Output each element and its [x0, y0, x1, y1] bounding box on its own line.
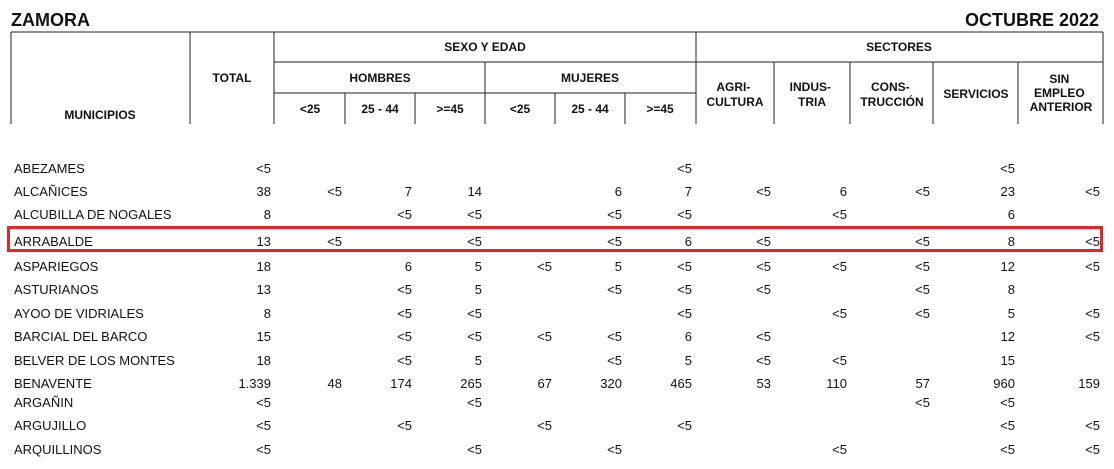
table-cell	[701, 159, 771, 179]
table-cell: <5	[832, 353, 847, 368]
table-cell: <5	[256, 442, 271, 457]
table-cell	[272, 304, 342, 324]
table-cell: <5	[1000, 442, 1015, 457]
table-cell: <5	[397, 207, 412, 222]
table-cell: 320	[600, 376, 622, 391]
table-row	[0, 374, 1114, 394]
table-cell: <5	[915, 234, 930, 249]
table-cell: 6	[1007, 207, 1015, 222]
table-cell	[412, 159, 482, 179]
table-row	[0, 393, 1114, 413]
table-cell: 110	[826, 376, 847, 391]
table-cell	[272, 440, 342, 460]
table-cell: 38	[256, 184, 271, 199]
table-cell	[777, 327, 847, 347]
municipio-name: ARGUJILLO	[14, 418, 87, 433]
municipio-name: BENAVENTE	[14, 376, 92, 391]
table-cell	[777, 159, 847, 179]
table-cell	[482, 440, 552, 460]
table-cell: 67	[537, 376, 552, 391]
table-cell: 13	[256, 282, 271, 297]
table-cell: 8	[1007, 234, 1015, 249]
table-cell: <5	[397, 282, 412, 297]
table-cell	[701, 393, 771, 413]
col-industria: INDUS- TRIA	[789, 80, 831, 109]
municipio-name: AYOO DE VIDRIALES	[14, 306, 144, 321]
table-cell: 1.339	[238, 376, 271, 391]
table-cell: 7	[684, 184, 692, 199]
table-cell: 6	[684, 329, 692, 344]
table-cell: 5	[614, 259, 622, 274]
table-row	[0, 304, 1114, 324]
table-cell: <5	[256, 161, 271, 176]
table-cell	[860, 351, 930, 371]
table-cell: <5	[607, 329, 622, 344]
municipio-name: BARCIAL DEL BARCO	[14, 329, 148, 344]
table-cell	[860, 205, 930, 225]
table-cell	[272, 416, 342, 436]
table-cell: <5	[607, 353, 622, 368]
table-cell	[552, 159, 622, 179]
table-cell	[1030, 393, 1100, 413]
municipio-name: ASPARIEGOS	[14, 259, 99, 274]
table-row	[0, 257, 1114, 277]
table-cell: 6	[684, 234, 692, 249]
table-cell: 8	[1007, 282, 1015, 297]
table-cell: <5	[607, 234, 622, 249]
table-cell: <5	[832, 207, 847, 222]
table-cell	[272, 159, 342, 179]
col-hombres: HOMBRES	[349, 71, 411, 85]
table-cell: <5	[467, 306, 482, 321]
table-cell	[552, 416, 622, 436]
table-cell: 465	[670, 376, 692, 391]
table-cell: 159	[1078, 376, 1100, 391]
table-cell: <5	[537, 418, 552, 433]
table-cell	[342, 393, 412, 413]
col-mujeres: MUJERES	[560, 71, 620, 85]
table-cell: <5	[1000, 395, 1015, 410]
table-cell: <5	[1085, 329, 1100, 344]
col-m-lt25: <25	[509, 102, 531, 116]
table-cell	[272, 257, 342, 277]
table-cell: <5	[756, 234, 771, 249]
table-cell: <5	[915, 259, 930, 274]
period-title: OCTUBRE 2022	[964, 10, 1099, 30]
municipio-name: ALCUBILLA DE NOGALES	[14, 207, 172, 222]
municipio-name: ASTURIANOS	[14, 282, 99, 297]
table-row	[0, 182, 1114, 202]
table-cell: <5	[756, 353, 771, 368]
province-title: ZAMORA	[11, 10, 90, 30]
table-cell	[622, 393, 692, 413]
table-cell: 15	[1000, 353, 1015, 368]
table-cell	[777, 393, 847, 413]
table-cell: <5	[756, 184, 771, 199]
table-cell	[1030, 205, 1100, 225]
table-cell: 8	[263, 306, 271, 321]
table-cell	[860, 440, 930, 460]
table-cell	[860, 327, 930, 347]
table-cell	[342, 440, 412, 460]
table-cell	[482, 159, 552, 179]
table-cell: <5	[1085, 418, 1100, 433]
table-cell	[701, 440, 771, 460]
table-cell	[701, 205, 771, 225]
table-cell: 15	[256, 329, 271, 344]
col-h-25-44: 25 - 44	[361, 102, 399, 116]
table-cell: <5	[915, 282, 930, 297]
table-cell: 265	[460, 376, 482, 391]
table-cell: <5	[915, 306, 930, 321]
table-cell	[777, 280, 847, 300]
table-cell	[482, 393, 552, 413]
table-cell: <5	[397, 329, 412, 344]
col-agricultura: AGRI- CULTURA	[706, 80, 764, 109]
table-cell: 5	[684, 353, 692, 368]
table-cell: <5	[677, 259, 692, 274]
municipio-name: ARQUILLINOS	[14, 442, 102, 457]
table-cell	[272, 280, 342, 300]
table-cell: <5	[256, 418, 271, 433]
table-cell: <5	[1085, 184, 1100, 199]
table-cell: <5	[607, 207, 622, 222]
table-cell: <5	[832, 306, 847, 321]
table-cell	[482, 351, 552, 371]
table-cell: <5	[832, 259, 847, 274]
table-cell: <5	[677, 207, 692, 222]
municipio-name: ARGAÑIN	[14, 395, 74, 410]
table-cell: 6	[839, 184, 847, 199]
municipio-name: ALCAÑICES	[14, 184, 88, 199]
table-cell: <5	[467, 395, 482, 410]
table-cell: 5	[474, 282, 482, 297]
group-sexo-edad: SEXO Y EDAD	[444, 40, 526, 54]
table-cell: <5	[397, 418, 412, 433]
table-cell: 14	[467, 184, 482, 199]
table-cell	[701, 304, 771, 324]
table-cell: <5	[677, 161, 692, 176]
table-row	[0, 327, 1114, 347]
table-cell	[860, 416, 930, 436]
table-cell: <5	[467, 442, 482, 457]
table-cell: 12	[1000, 259, 1015, 274]
table-cell: <5	[467, 234, 482, 249]
table-cell: 57	[915, 376, 930, 391]
table-cell	[482, 205, 552, 225]
table-cell: <5	[327, 184, 342, 199]
table-cell: <5	[607, 282, 622, 297]
col-h-lt25: <25	[299, 102, 321, 116]
table-cell: <5	[397, 353, 412, 368]
col-servicios: SERVICIOS	[943, 87, 1009, 101]
table-cell: 48	[327, 376, 342, 391]
table-cell	[777, 416, 847, 436]
table-cell: <5	[256, 395, 271, 410]
table-cell: 5	[474, 353, 482, 368]
table-cell: <5	[915, 395, 930, 410]
table-cell: <5	[537, 329, 552, 344]
table-cell	[342, 159, 412, 179]
table-cell: 13	[256, 234, 271, 249]
table-cell	[701, 416, 771, 436]
table-cell: <5	[1085, 442, 1100, 457]
table-cell: <5	[756, 259, 771, 274]
table-cell: <5	[327, 234, 342, 249]
table-cell	[272, 393, 342, 413]
table-cell: <5	[915, 184, 930, 199]
table-row	[0, 205, 1114, 225]
table-cell: 53	[756, 376, 771, 391]
table-cell: <5	[467, 207, 482, 222]
table-cell	[412, 416, 482, 436]
table-cell: <5	[1085, 306, 1100, 321]
table-cell: 23	[1000, 184, 1015, 199]
table-cell: 12	[1000, 329, 1015, 344]
table-cell: 18	[256, 259, 271, 274]
table-cell: <5	[756, 329, 771, 344]
col-h-ge45: >=45	[436, 102, 464, 116]
table-cell	[482, 280, 552, 300]
table-cell: 7	[404, 184, 412, 199]
table-cell	[272, 327, 342, 347]
table-cell: <5	[677, 282, 692, 297]
table-cell	[1030, 351, 1100, 371]
table-cell: <5	[1085, 234, 1100, 249]
col-m-ge45: >=45	[646, 102, 674, 116]
table-row	[0, 416, 1114, 436]
table-cell: <5	[1000, 161, 1015, 176]
table-cell: <5	[1000, 418, 1015, 433]
table-cell: <5	[397, 306, 412, 321]
municipio-name: ARRABALDE	[14, 234, 93, 249]
row-highlight-box	[7, 226, 1103, 252]
col-construccion: CONS- TRUCCIÓN	[860, 80, 924, 109]
table-row	[0, 351, 1114, 371]
table-cell	[552, 304, 622, 324]
table-cell: <5	[537, 259, 552, 274]
table-cell: 174	[390, 376, 412, 391]
col-sin-empleo: SIN EMPLEO ANTERIOR	[1029, 72, 1093, 114]
table-cell: 960	[993, 376, 1015, 391]
table-cell: 18	[256, 353, 271, 368]
table-cell: <5	[677, 418, 692, 433]
col-m-25-44: 25 - 44	[571, 102, 609, 116]
table-row	[0, 440, 1114, 460]
table-cell: 8	[263, 207, 271, 222]
table-cell: <5	[832, 442, 847, 457]
col-municipios: MUNICIPIOS	[64, 108, 136, 122]
table-cell: 5	[1007, 306, 1015, 321]
col-total: TOTAL	[212, 71, 252, 85]
table-cell: <5	[607, 442, 622, 457]
table-row	[0, 280, 1114, 300]
municipio-name: BELVER DE LOS MONTES	[14, 353, 175, 368]
table-cell: <5	[677, 306, 692, 321]
table-cell: 6	[404, 259, 412, 274]
table-cell	[272, 351, 342, 371]
table-cell: <5	[756, 282, 771, 297]
table-cell	[482, 304, 552, 324]
table-cell	[622, 440, 692, 460]
table-cell	[1030, 159, 1100, 179]
table-cell	[272, 205, 342, 225]
municipio-name: ABEZAMES	[14, 161, 85, 176]
table-cell	[482, 182, 552, 202]
table-cell: 6	[614, 184, 622, 199]
table-cell: <5	[1085, 259, 1100, 274]
table-cell	[1030, 280, 1100, 300]
table-cell: <5	[467, 329, 482, 344]
table-row	[0, 159, 1114, 179]
table-cell: 5	[474, 259, 482, 274]
group-sectores: SECTORES	[866, 40, 932, 54]
table-cell	[860, 159, 930, 179]
table-cell	[552, 393, 622, 413]
